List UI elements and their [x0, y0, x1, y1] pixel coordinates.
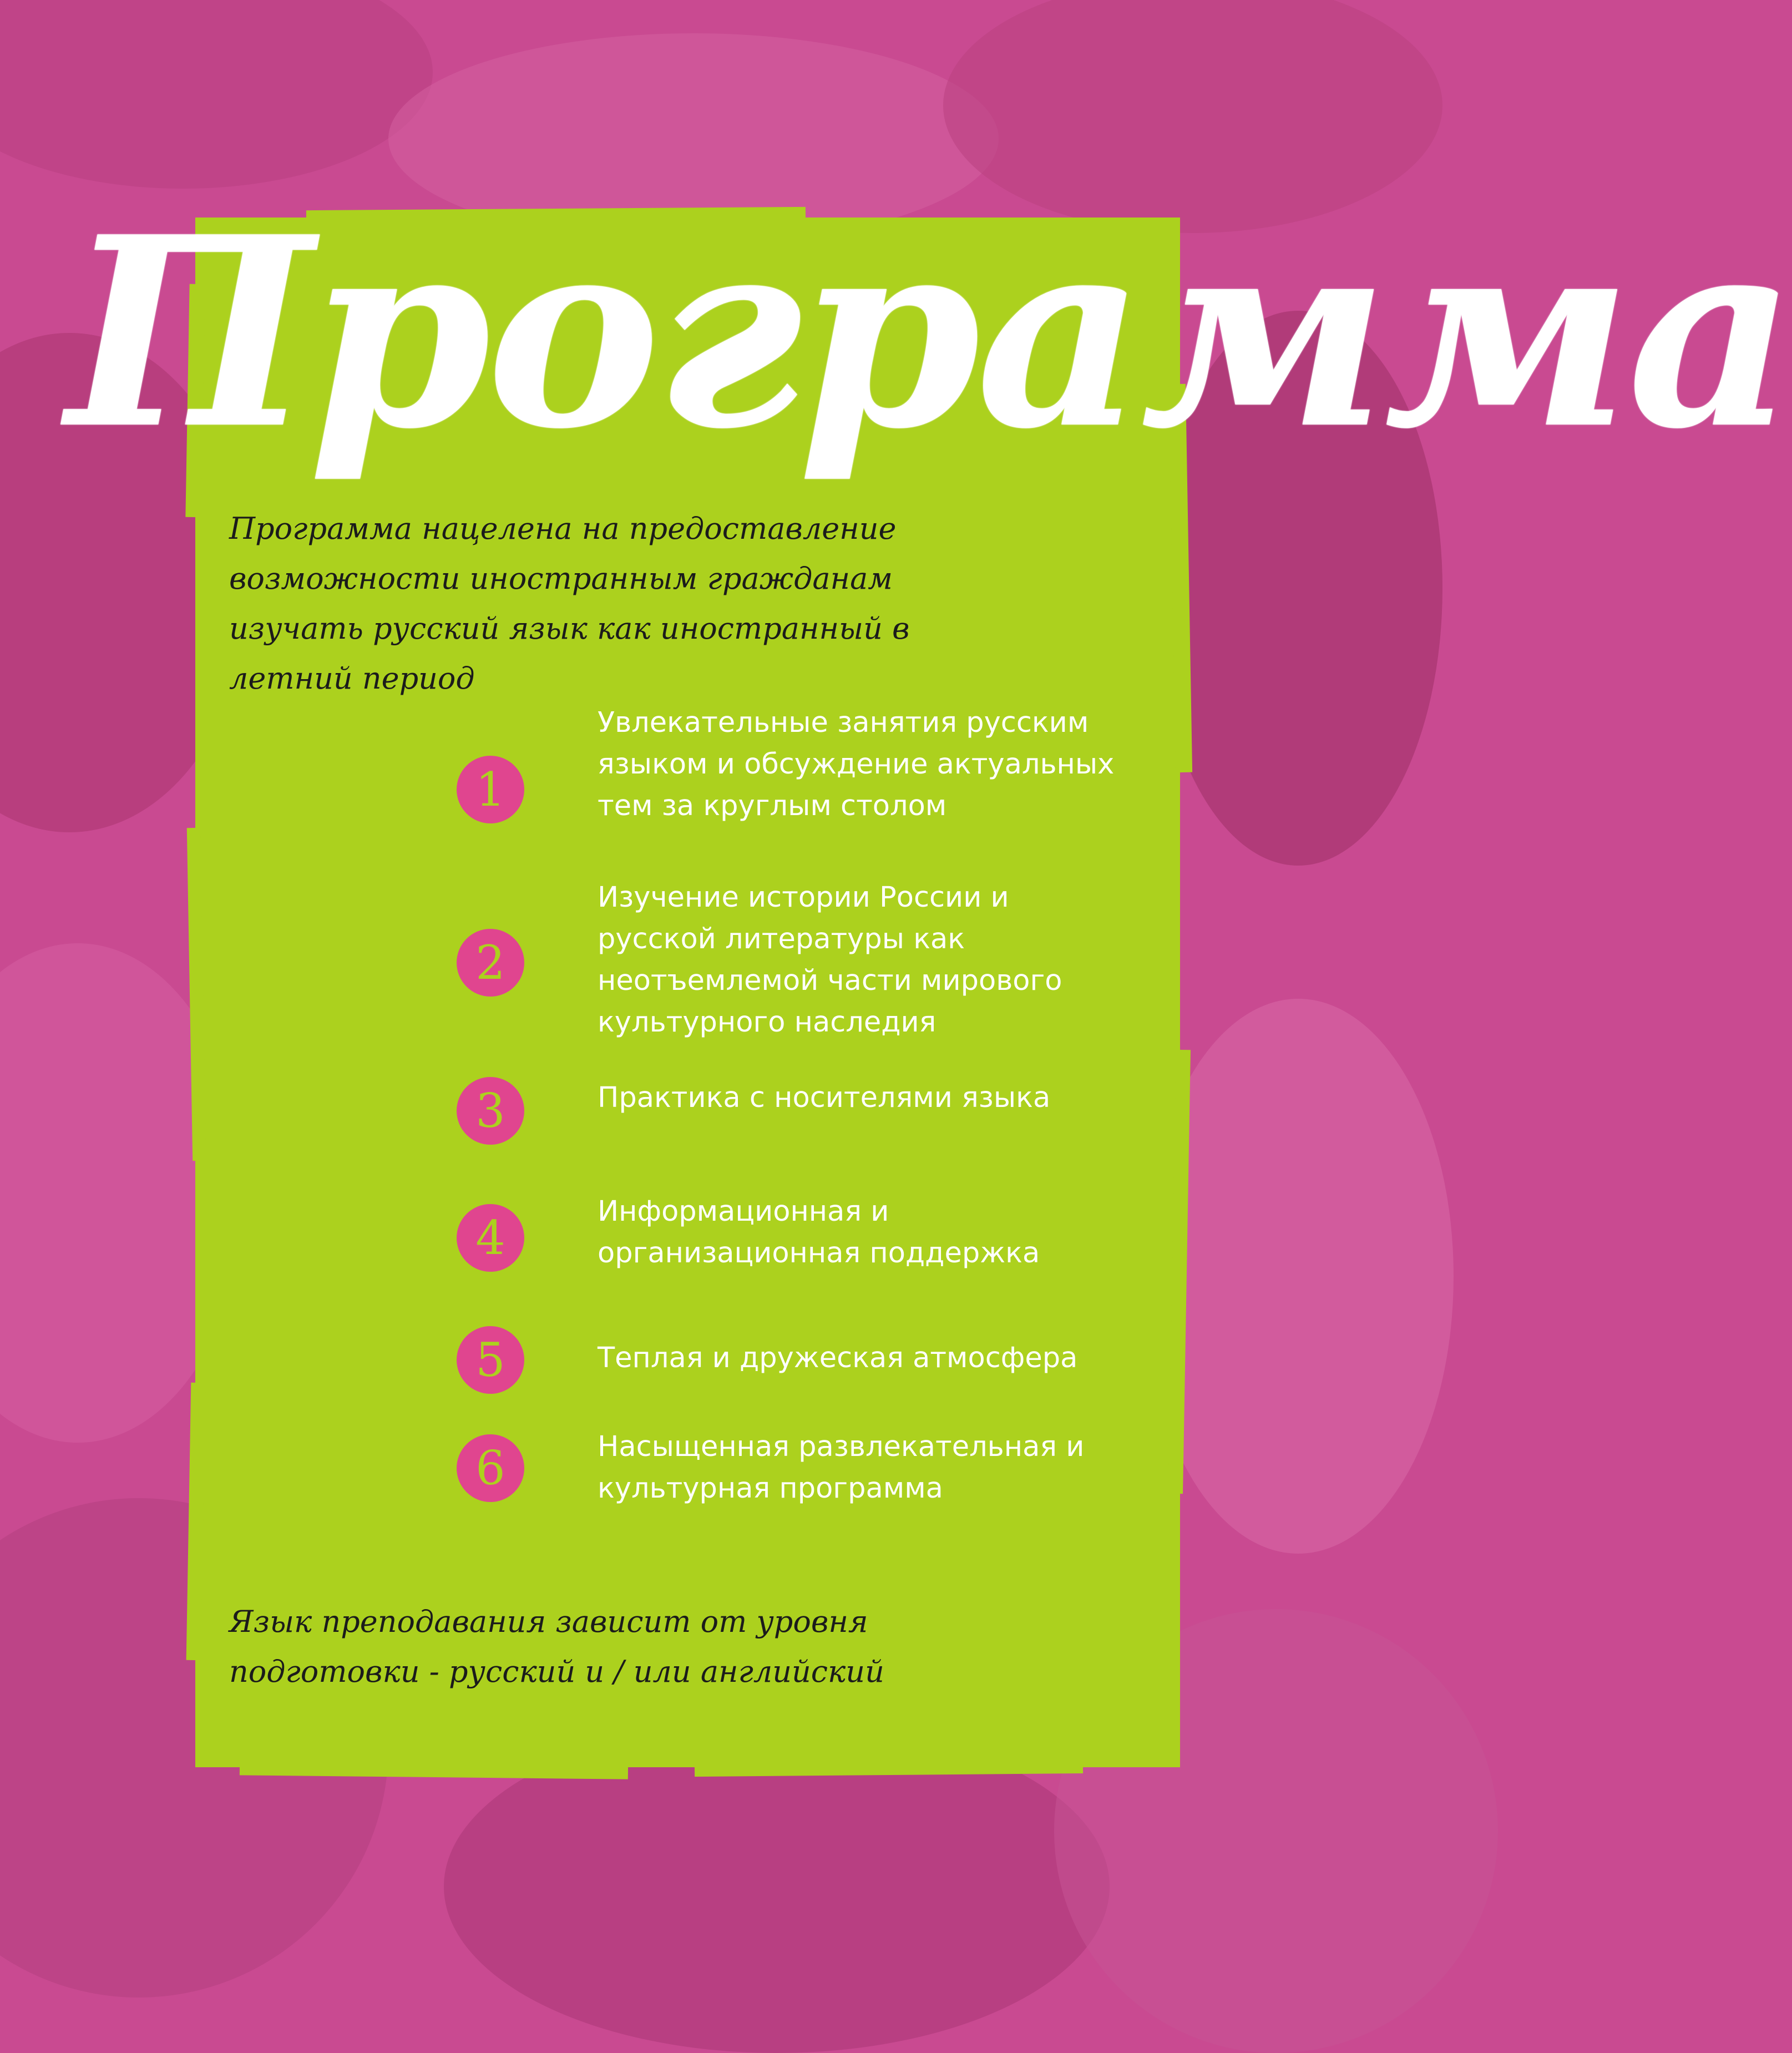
item-text: Практика с носителями языка: [598, 1081, 1051, 1114]
item-number-badge: 6: [457, 1434, 524, 1502]
item-number-badge: 1: [457, 756, 524, 823]
item-text: Изучение истории России и русской литературы как неотъемлемой части мирового культурного наследия: [598, 881, 1062, 1039]
item-text: Увлекательные занятия русским языком и обсуждение актуальных тем за круглым столом: [598, 706, 1115, 822]
item-text: Информационная и организационная поддержка: [598, 1195, 1040, 1270]
intro-text: Программа нацелена на предоставление возможности иностранным гражданам изучать русский язык как иностранный в летний период: [229, 511, 910, 696]
item-text: Насыщенная развлекательная и культурная программа: [598, 1430, 1085, 1505]
item-number-badge: 2: [457, 929, 524, 997]
item-number-badge: 4: [457, 1204, 524, 1272]
page-title: Программа: [67, 180, 1792, 486]
item-text: Теплая и дружеская атмосфера: [598, 1342, 1078, 1374]
item-number-badge: 5: [457, 1326, 524, 1394]
item-number-badge: 3: [457, 1077, 524, 1145]
footer-note: Язык преподавания зависит от уровня подготовки - русский и / или английский: [229, 1604, 884, 1689]
